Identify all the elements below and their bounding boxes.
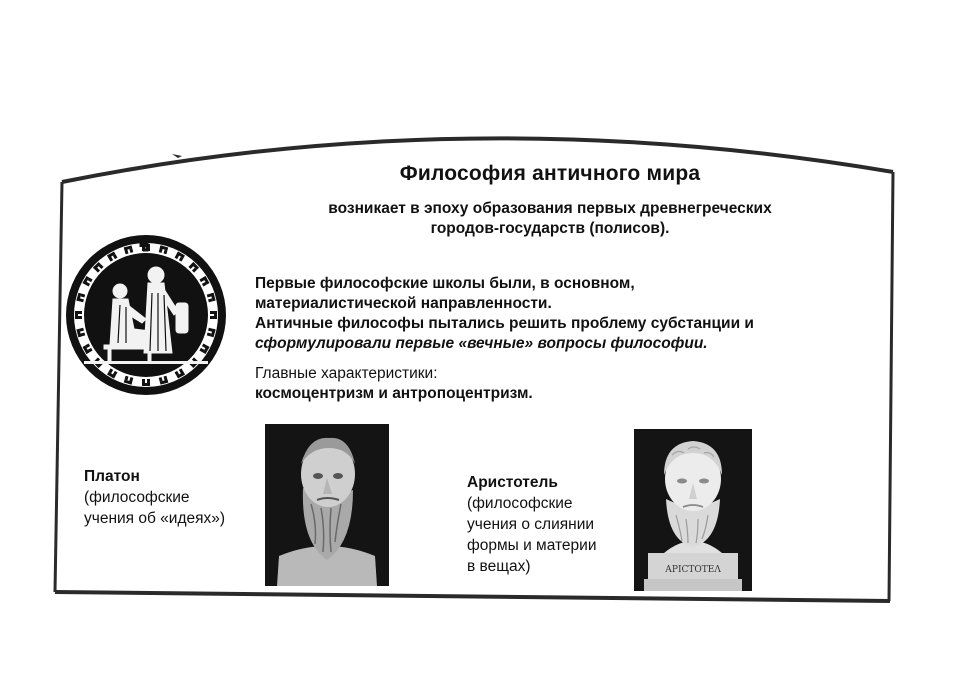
schools-paragraph (255, 274, 855, 314)
substance-line-2: сформулировали первые «вечные» вопросы философии. (255, 335, 708, 352)
substance-paragraph (255, 314, 855, 354)
schools-line-2: материалистической направленности. (255, 295, 552, 312)
plato-desc-line-2: учения об «идеях») (84, 510, 226, 527)
aristotle-desc-line-1: (философские (467, 495, 573, 512)
plato-caption (84, 466, 225, 529)
plato-desc-line-1: (философские (84, 489, 190, 506)
substance-line-1: Античные философы пытались решить проблему субстанции и (255, 315, 754, 332)
characteristics-block (255, 364, 855, 404)
characteristics-label: Главные характеристики: (255, 365, 438, 382)
plato-bust-photo-icon (265, 424, 389, 586)
subtitle-line-2: городов-государств (полисов). (430, 220, 670, 237)
aristotle-inscription: АРІСТОТЕΛ (665, 565, 721, 575)
aristotle-desc-line-2: учения о слиянии (467, 516, 595, 533)
slide-subtitle (250, 199, 850, 239)
aristotle-caption (467, 472, 596, 577)
aristotle-desc-line-3: формы и материи (467, 537, 597, 554)
slide-title: Философия античного мира (399, 162, 701, 185)
greek-vase-medallion-icon (64, 233, 228, 397)
aristotle-desc-line-4: в вещах) (467, 558, 531, 575)
aristotle-name: Аристотель (467, 474, 558, 491)
aristotle-bust-photo-icon (634, 429, 752, 591)
characteristics-value: космоцентризм и антропоцентризм. (255, 385, 533, 402)
subtitle-line-1: возникает в эпоху образования первых древнегреческих (328, 200, 772, 217)
schools-line-1: Первые философские школы были, в основном, (255, 275, 635, 292)
plato-name: Платон (84, 468, 140, 485)
